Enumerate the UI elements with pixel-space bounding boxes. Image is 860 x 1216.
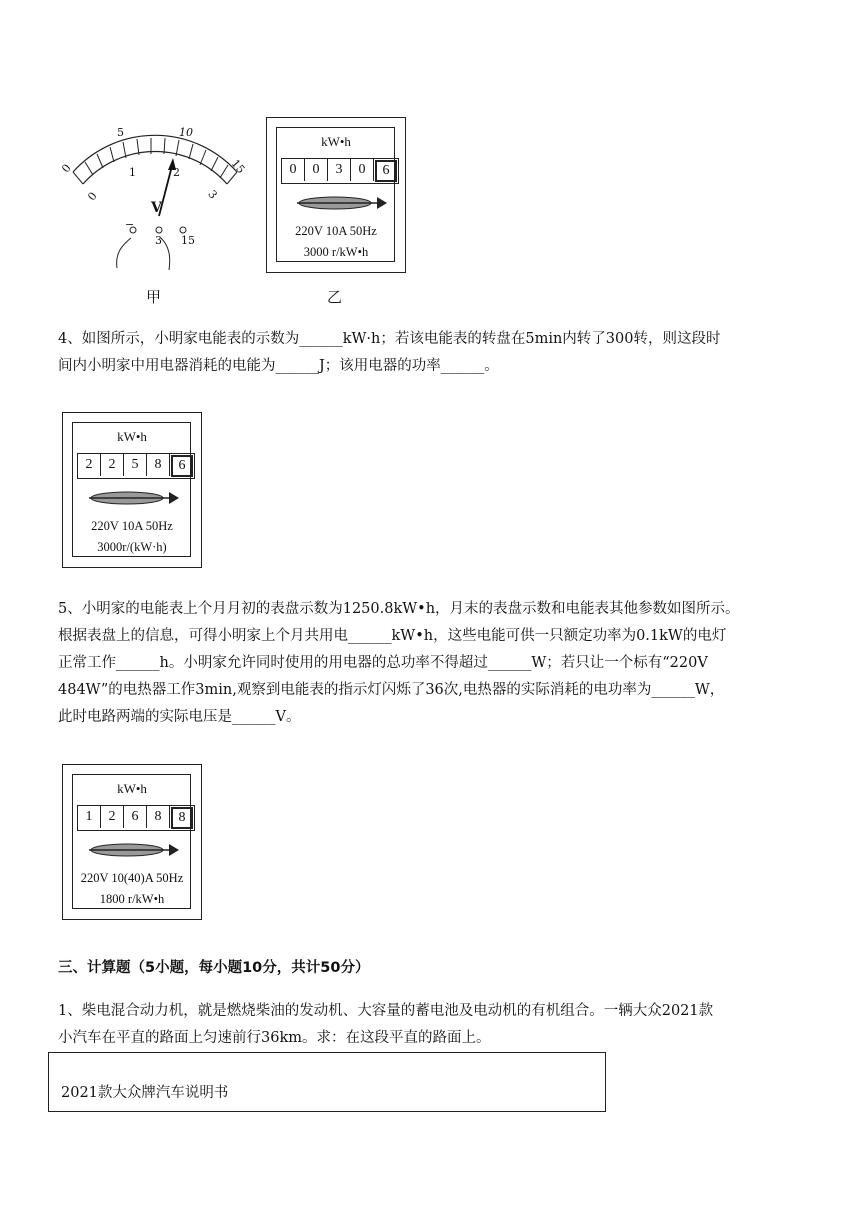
meter-spec-2: 3000r/(kW·h) (97, 540, 167, 554)
scale-top-15: 15 (228, 156, 248, 177)
calc-question-1-line: 小汽车在平直的路面上匀速前行36km。求：在这段平直的路面上。 (58, 1030, 491, 1046)
energy-meter-q5 (62, 764, 202, 920)
meter-spec-2: 1800 r/kW•h (99, 892, 165, 906)
question-4-line: 间内小明家中用电器消耗的电能为______J；该用电器的功率______。 (58, 358, 499, 374)
energy-meter-q4 (62, 412, 202, 568)
digit-decimal: 6 (375, 160, 397, 182)
digit: 5 (124, 454, 147, 476)
digit: 8 (147, 806, 170, 828)
meter-digits (281, 158, 399, 184)
meter-disc-arrow-icon (83, 485, 183, 511)
car-spec-table (48, 1052, 606, 1112)
figure-caption-yi: 乙 (327, 288, 343, 306)
digit: 2 (101, 806, 124, 828)
terminal-minus: − (125, 218, 135, 231)
meter-spec-2: 3000 r/kW•h (303, 245, 369, 259)
terminal-3: 3 (155, 234, 162, 247)
meter-unit: kW•h (117, 781, 147, 796)
digit: 0 (282, 159, 305, 181)
question-5-line: 484W”的电热器工作3min,观察到电能表的指示灯闪烁了36次,电热器的实际消耗的电功率为______W， (58, 682, 725, 698)
digit: 8 (147, 454, 170, 476)
digit: 0 (305, 159, 328, 181)
scale-bottom-0: 0 (85, 189, 100, 204)
figure-caption-jia: 甲 (146, 288, 162, 306)
question-5-line: 根据表盘上的信息，可得小明家上个月共用电______kW•h，这些电能可供一只额定功率为0.1kW的电灯 (58, 628, 727, 644)
unit-symbol: V (151, 200, 162, 216)
calc-question-1-line: 1、柴电混合动力机，就是燃烧柴油的发动机、大容量的蓄电池及电动机的有机组合。一辆大众2021款 (58, 1003, 714, 1019)
terminal-15: 15 (181, 234, 195, 247)
digit: 3 (328, 159, 351, 181)
digit: 1 (78, 806, 101, 828)
meter-spec-1: 220V 10A 50Hz (91, 519, 173, 533)
meter-unit: kW•h (117, 429, 147, 444)
question-5-line: 正常工作______h。小明家允许同时使用的用电器的总功率不得超过______W；若只让一个标有“220V (58, 655, 708, 671)
digit: 6 (124, 806, 147, 828)
meter-unit: kW•h (321, 134, 351, 149)
question-5-line: 5、小明家的电能表上个月月初的表盘示数为1250.8kW•h，月末的表盘示数和电能表其他参数如图所示。 (58, 601, 740, 617)
question-5-text (58, 596, 808, 731)
question-4-text (58, 326, 808, 380)
meter-disc-arrow-icon (83, 837, 183, 863)
scale-top-0: 0 (59, 161, 74, 176)
question-4-line: 4、如图所示，小明家电能表的示数为______kW·h；若该电能表的转盘在5min内转了300转，则这段时 (58, 331, 721, 347)
voltmeter-figure (55, 120, 255, 280)
digit-decimal: 6 (171, 455, 193, 477)
digit: 2 (101, 454, 124, 476)
energy-meter-top (266, 117, 406, 273)
calc-question-1-text (58, 998, 808, 1052)
meter-digits (77, 453, 195, 479)
question-5-line: 此时电路两端的实际电压是______V。 (58, 709, 301, 725)
digit-decimal: 8 (171, 807, 193, 829)
scale-top-5: 5 (117, 126, 124, 139)
digit: 2 (78, 454, 101, 476)
scale-bottom-2: 2 (173, 166, 180, 179)
meter-spec-1: 220V 10(40)A 50Hz (80, 871, 184, 885)
meter-spec-1: 220V 10A 50Hz (295, 224, 377, 238)
digit: 0 (351, 159, 374, 181)
meter-disc-arrow-icon (291, 190, 391, 216)
scale-top-10: 10 (179, 126, 193, 139)
section-heading: 三、计算题（5小题，每小题10分，共计50分） (58, 960, 370, 976)
scale-bottom-1: 1 (129, 166, 136, 179)
scale-bottom-3: 3 (205, 187, 220, 202)
car-spec-table-title: 2021款大众牌汽车说明书 (61, 1085, 229, 1101)
meter-digits (77, 805, 195, 831)
